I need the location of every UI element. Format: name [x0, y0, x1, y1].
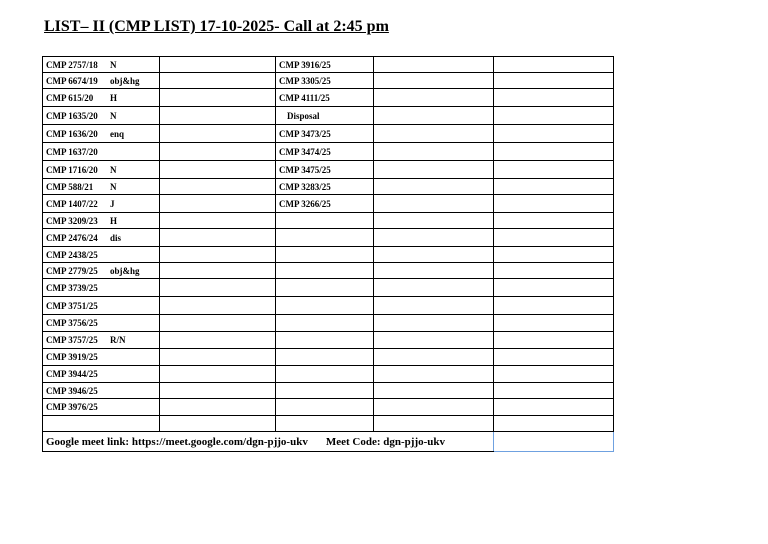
table-cell	[43, 161, 160, 179]
table-cell	[160, 213, 276, 229]
case-note: R/N	[110, 335, 126, 345]
case-note: obj&hg	[110, 265, 140, 276]
table-cell	[43, 315, 160, 332]
case-number: CMP 3946/25	[46, 385, 98, 396]
table-row	[43, 125, 614, 143]
table-cell	[494, 349, 614, 366]
case-number: CMP 3283/25	[279, 181, 331, 192]
table-cell	[494, 366, 614, 383]
table-row	[43, 89, 614, 107]
table-row	[43, 332, 614, 349]
meet-info-cell	[43, 432, 494, 452]
table-cell	[494, 416, 614, 432]
table-cell	[160, 73, 276, 89]
table-cell	[374, 349, 494, 366]
table-cell	[43, 399, 160, 416]
case-number: CMP 1716/20	[46, 164, 98, 175]
table-cell	[494, 263, 614, 279]
table-cell	[276, 57, 374, 73]
table-cell	[374, 279, 494, 297]
meet-code: Meet Code: dgn-pjjo-ukv	[325, 435, 446, 448]
case-number: CMP 1407/22	[46, 198, 98, 209]
table-cell	[374, 332, 494, 349]
table-cell	[276, 213, 374, 229]
table-cell	[43, 263, 160, 279]
table-cell	[160, 263, 276, 279]
case-note: J	[110, 198, 115, 209]
table-cell	[374, 195, 494, 213]
table-cell	[160, 89, 276, 107]
table-cell	[276, 366, 374, 383]
table-cell	[160, 315, 276, 332]
table-cell	[374, 297, 494, 315]
table-cell	[276, 349, 374, 366]
table-cell	[43, 366, 160, 383]
case-number: CMP 2476/24	[46, 232, 98, 243]
table-cell	[43, 416, 160, 432]
table-cell	[160, 416, 276, 432]
table-cell	[494, 399, 614, 416]
case-note: N	[110, 181, 117, 192]
table-cell	[160, 297, 276, 315]
table-cell	[494, 383, 614, 399]
table-cell	[276, 179, 374, 195]
table-cell	[494, 73, 614, 89]
table-cell	[43, 247, 160, 263]
table-cell	[43, 57, 160, 73]
table-cell	[43, 279, 160, 297]
table-cell	[374, 315, 494, 332]
table-cell	[160, 125, 276, 143]
table-cell	[374, 107, 494, 125]
table-cell	[160, 57, 276, 73]
case-number: CMP 3473/25	[279, 128, 331, 139]
table-cell	[43, 179, 160, 195]
page-title: LIST– II (CMP LIST) 17-10-2025- Call at 2:45 pm	[44, 18, 389, 35]
case-number: CMP 2438/25	[46, 249, 98, 260]
table-cell	[494, 213, 614, 229]
case-note: enq	[110, 128, 125, 139]
table-cell	[374, 247, 494, 263]
table-cell	[276, 399, 374, 416]
case-number: CMP 4111/25	[279, 92, 330, 103]
meet-info-row	[43, 432, 614, 452]
table-cell	[160, 349, 276, 366]
table-cell	[160, 366, 276, 383]
table-cell	[494, 179, 614, 195]
table-cell	[374, 161, 494, 179]
case-number: CMP 3916/25	[279, 59, 331, 70]
table-cell	[374, 57, 494, 73]
table-cell	[276, 143, 374, 161]
table-row	[43, 179, 614, 195]
table-cell	[43, 143, 160, 161]
table-cell	[374, 383, 494, 399]
table-cell	[160, 143, 276, 161]
table-cell	[494, 195, 614, 213]
table-cell	[494, 89, 614, 107]
case-number: CMP 3305/25	[279, 75, 331, 86]
case-number: CMP 2757/18	[46, 59, 98, 70]
table-cell	[374, 263, 494, 279]
disposal-label: Disposal	[287, 110, 320, 121]
table-cell	[276, 297, 374, 315]
table-cell	[43, 229, 160, 247]
case-number: CMP 3209/23	[46, 215, 98, 226]
table-cell	[374, 366, 494, 383]
table-row	[43, 213, 614, 229]
table-row	[43, 349, 614, 366]
table-cell	[374, 213, 494, 229]
case-number: CMP 3756/25	[46, 318, 98, 328]
table-cell	[494, 107, 614, 125]
meet-link[interactable]: Google meet link: https://meet.google.com/dgn-pjjo-ukv	[46, 435, 308, 448]
case-number: CMP 3266/25	[279, 198, 331, 209]
cmp-list-table	[42, 56, 614, 452]
table-cell	[494, 315, 614, 332]
table-row	[43, 263, 614, 279]
table-cell	[374, 73, 494, 89]
table-row	[43, 161, 614, 179]
table-cell	[276, 247, 374, 263]
case-number: CMP 1636/20	[46, 128, 98, 139]
table-cell	[43, 125, 160, 143]
table-cell	[494, 332, 614, 349]
table-row	[43, 279, 614, 297]
case-number: CMP 3919/25	[46, 352, 98, 362]
table-row	[43, 195, 614, 213]
case-number: CMP 3751/25	[46, 300, 98, 311]
table-cell	[494, 57, 614, 73]
case-number: CMP 588/21	[46, 181, 94, 192]
table-row	[43, 247, 614, 263]
table-row	[43, 297, 614, 315]
table-cell	[43, 107, 160, 125]
case-note: H	[110, 215, 118, 226]
table-cell	[43, 349, 160, 366]
table-cell	[160, 247, 276, 263]
table-cell	[160, 107, 276, 125]
table-cell	[494, 229, 614, 247]
table-cell	[160, 383, 276, 399]
case-note: obj&hg	[110, 75, 140, 86]
table-cell	[276, 332, 374, 349]
table-cell	[160, 399, 276, 416]
table-cell	[43, 89, 160, 107]
case-number: CMP 615/20	[46, 92, 94, 103]
table-cell	[276, 279, 374, 297]
table-cell	[494, 247, 614, 263]
table-cell	[43, 73, 160, 89]
table-cell	[374, 143, 494, 161]
table-cell	[43, 213, 160, 229]
case-number: CMP 3475/25	[279, 164, 331, 175]
table-cell	[43, 195, 160, 213]
table-cell	[374, 179, 494, 195]
table-cell	[494, 161, 614, 179]
table-cell	[276, 229, 374, 247]
table-cell	[43, 332, 160, 349]
table-cell	[160, 279, 276, 297]
table-cell	[374, 399, 494, 416]
table-cell	[160, 179, 276, 195]
table-row	[43, 315, 614, 332]
case-note: H	[110, 92, 118, 103]
table-cell	[276, 383, 374, 399]
case-number: CMP 2779/25	[46, 265, 98, 276]
case-number: CMP 3739/25	[46, 282, 98, 293]
table-row	[43, 416, 614, 432]
table-cell	[276, 125, 374, 143]
table-cell	[494, 279, 614, 297]
table-cell	[494, 125, 614, 143]
table-cell	[160, 332, 276, 349]
table-row	[43, 399, 614, 416]
case-number: CMP 3976/25	[46, 402, 98, 412]
table-row	[43, 383, 614, 399]
table-cell	[374, 229, 494, 247]
case-note: N	[110, 59, 117, 70]
case-number: CMP 6674/19	[46, 75, 98, 86]
case-note: N	[110, 164, 117, 175]
table-cell	[276, 107, 374, 125]
table-cell	[160, 195, 276, 213]
table-cell	[276, 73, 374, 89]
table-cell	[43, 383, 160, 399]
table-cell	[160, 161, 276, 179]
table-row	[43, 107, 614, 125]
table-cell	[494, 297, 614, 315]
table-cell	[276, 263, 374, 279]
case-number: CMP 1637/20	[46, 146, 98, 157]
table-cell	[276, 161, 374, 179]
selected-cell[interactable]	[494, 432, 614, 452]
table-cell	[374, 125, 494, 143]
table-row	[43, 366, 614, 383]
table-cell	[494, 143, 614, 161]
case-number: CMP 3757/25	[46, 335, 98, 345]
case-number: CMP 3944/25	[46, 369, 98, 379]
table-cell	[160, 229, 276, 247]
table-cell	[43, 297, 160, 315]
table-cell	[276, 89, 374, 107]
table-cell	[276, 416, 374, 432]
case-note: dis	[110, 232, 122, 243]
table-cell	[374, 416, 494, 432]
case-number: CMP 1635/20	[46, 110, 98, 121]
table-cell	[276, 195, 374, 213]
table-row	[43, 143, 614, 161]
table-cell	[276, 315, 374, 332]
table-row	[43, 73, 614, 89]
table-cell	[374, 89, 494, 107]
table-row	[43, 57, 614, 73]
case-note: N	[110, 110, 117, 121]
case-number: CMP 3474/25	[279, 146, 331, 157]
table-row	[43, 229, 614, 247]
